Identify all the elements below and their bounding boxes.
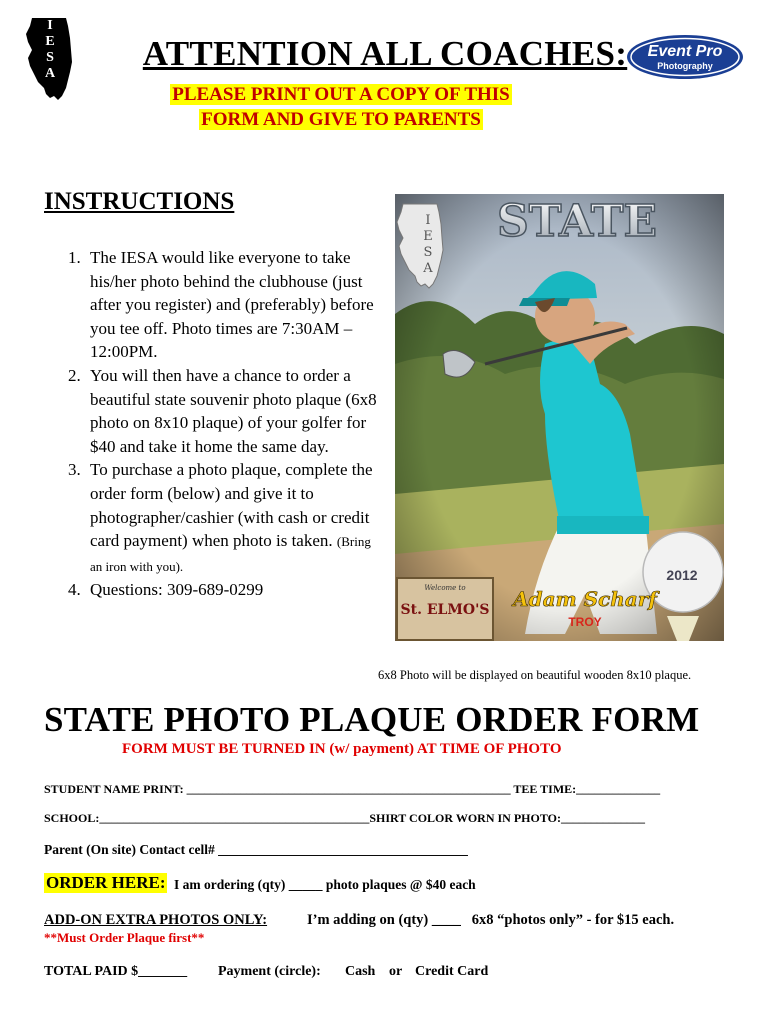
student-name-tee-time-field[interactable]: STUDENT NAME PRINT: ______________________________________________________ TEE TIME:______________ [44,782,661,796]
instruction-number: 2. [68,365,81,385]
parent-contact-field[interactable]: Parent (On site) Contact cell# _____________________________________ [44,842,468,857]
payment-option-credit-card[interactable]: Credit Card [415,964,489,979]
page-subtitle [136,82,546,132]
instruction-item [44,578,384,602]
instruction-text: To purchase a photo plaque, complete the order form (below) and give it to photographer/cashier (with cash or credit card payment) when photo is taken. [90,460,373,551]
plaque-year: 2012 [666,567,698,583]
addon-quantity-field[interactable]: I’m adding on (qty) ____ 6x8 “photos only” - for $15 each. [307,912,675,928]
order-here-label: ORDER HERE: [46,873,166,892]
instruction-item [44,458,384,578]
instruction-text: The IESA would like everyone to take his/her photo behind the clubhouse (just after you register) and (preferably) before you tee off. Photo times are 7:30AM – 12:00PM. [90,248,374,362]
logo-letter-s: S [46,50,54,65]
addon-label: ADD-ON EXTRA PHOTOS ONLY: [44,912,268,928]
instructions-heading: INSTRUCTIONS [44,188,235,215]
sample-plaque-photo [395,194,724,641]
instruction-text: You will then have a chance to order a beautiful state souvenir photo plaque (6x8 photo on 8x10 plaque) of your golfer for $40 and take it home the same day. [90,365,377,456]
plaque-logo-letter: E [423,229,433,244]
payment-or-text: or [389,964,403,979]
plaque-logo-letter: S [423,245,433,260]
logo-letter-e: E [45,34,55,49]
eventpro-logo [626,34,744,80]
course-sign-name: St. ELMO'S [400,602,490,618]
instruction-item [44,246,384,364]
instruction-text: Questions: 309-689-0299 [90,580,264,600]
logo-letter-i: I [47,18,53,33]
order-form-note: FORM MUST BE TURNED IN (w/ payment) AT TIME OF PHOTO [122,741,562,757]
order-form-title: STATE PHOTO PLAQUE ORDER FORM [44,700,700,739]
plaque-quantity-field[interactable]: I am ordering (qty) _____ photo plaques @ $40 each [174,877,476,892]
instruction-number: 4. [68,580,81,600]
eventpro-logo-subtext: Photography [657,61,713,71]
subtitle-line-1: PLEASE PRINT OUT A COPY OF THIS [172,84,510,105]
must-order-note: **Must Order Plaque first** [44,930,205,945]
instructions-list [44,246,384,602]
plaque-logo-letter: A [423,261,433,276]
plaque-banner-text: STATE [496,196,658,247]
course-sign-top: Welcome to [424,584,466,592]
instruction-item [44,364,384,458]
player-name: Adam Scharf [513,587,657,611]
eventpro-logo-text: Event Pro [647,43,723,60]
photo-caption: 6x8 Photo will be displayed on beautiful wooden 8x10 plaque. [378,668,692,682]
payment-label: Payment (circle): [218,964,321,979]
logo-letter-a: A [44,66,56,81]
instruction-number: 1. [68,248,81,267]
page-title: ATTENTION ALL COACHES: [142,34,628,73]
school-shirt-color-field[interactable]: SCHOOL:_____________________________________________SHIRT COLOR WORN IN PHOTO:______________ [44,811,645,825]
total-paid-field[interactable]: TOTAL PAID $_______ [44,964,188,979]
instruction-number: 3. [68,460,81,480]
player-town: TROY [568,615,602,629]
payment-option-cash[interactable]: Cash [345,964,376,979]
subtitle-line-2: FORM AND GIVE TO PARENTS [201,109,481,130]
instruction-note: (Bring an iron with you). [90,534,371,574]
plaque-logo-letter: I [425,213,431,228]
